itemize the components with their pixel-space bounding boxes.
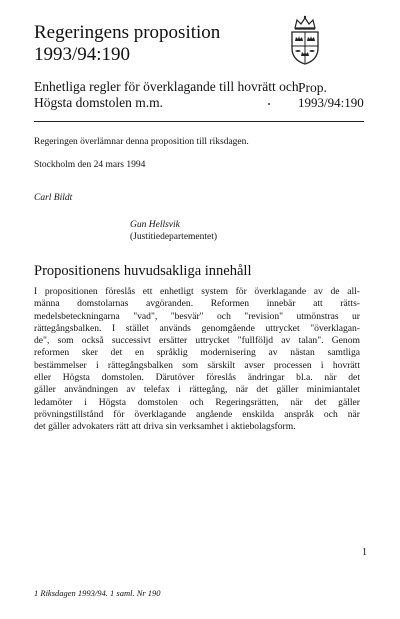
scan-speck xyxy=(268,103,270,105)
body-line: bestämmelser i rättegångsbalken som särskilt avser processen i hovrätt xyxy=(34,359,360,371)
body-line: de", som också successivt ersätter uttrycket "fullföljd av talan". Genom xyxy=(34,335,360,347)
footer-citation: 1 Riksdagen 1993/94. 1 saml. Nr 190 xyxy=(34,588,161,598)
swedish-coat-of-arms-icon xyxy=(287,14,323,66)
body-line: medelsbeteckningarna "vad", "besvär" och "revision" utmönstras ur xyxy=(34,310,360,322)
body-line: reformen sker det en språklig modernisering av nästan samtliga xyxy=(34,347,360,359)
subtitle-line-1: Enhetliga regler för överklagande till hovrätt och xyxy=(34,79,299,94)
department-name: (Justitiedepartementet) xyxy=(130,232,218,242)
subtitle-line-2: Högsta domstolen m.m. xyxy=(34,95,163,110)
transmittal-text: Regeringen överlämnar denna proposition till riksdagen. xyxy=(34,137,249,147)
body-line: eller Högsta domstolen. Därutöver föreslås ändringar bl.a. när det xyxy=(34,372,360,384)
summary-body xyxy=(34,286,360,434)
section-heading: Propositionens huvudsakliga innehåll xyxy=(34,263,252,279)
signature-prime-minister: Carl Bildt xyxy=(34,193,73,203)
body-line: rättegångsbalken. I stället används genomgående uttrycket "överklagan- xyxy=(34,322,360,334)
body-line: gäller användningen av telefax i rättegång, när det gäller minimiantalet xyxy=(34,384,360,396)
body-line: männa domstolarnas avgöranden. Reformen innebär att rätts- xyxy=(34,298,360,310)
page-number: 1 xyxy=(362,547,367,558)
signature-minister: Gun Hellsvik xyxy=(130,220,180,230)
proposition-number-title: 1993/94:190 xyxy=(34,44,131,65)
document-title: Regeringens proposition xyxy=(34,22,221,43)
body-line: det gäller advokaters rätt att driva sin verksamhet i aktiebolagsform. xyxy=(34,421,296,433)
body-line: prövningstillstånd för överklagande angående enskilda anspråk och när xyxy=(34,408,360,420)
body-line: I propositionen föreslås ett enhetligt system för överklagande av de all- xyxy=(34,286,360,297)
prop-number: 1993/94:190 xyxy=(298,95,364,110)
place-date: Stockholm den 24 mars 1994 xyxy=(34,160,146,170)
body-line: ledamöter i Högsta domstolen och Regeringsrätten, när det gäller xyxy=(34,396,360,408)
header-divider xyxy=(34,121,364,122)
prop-label: Prop. xyxy=(298,80,327,95)
